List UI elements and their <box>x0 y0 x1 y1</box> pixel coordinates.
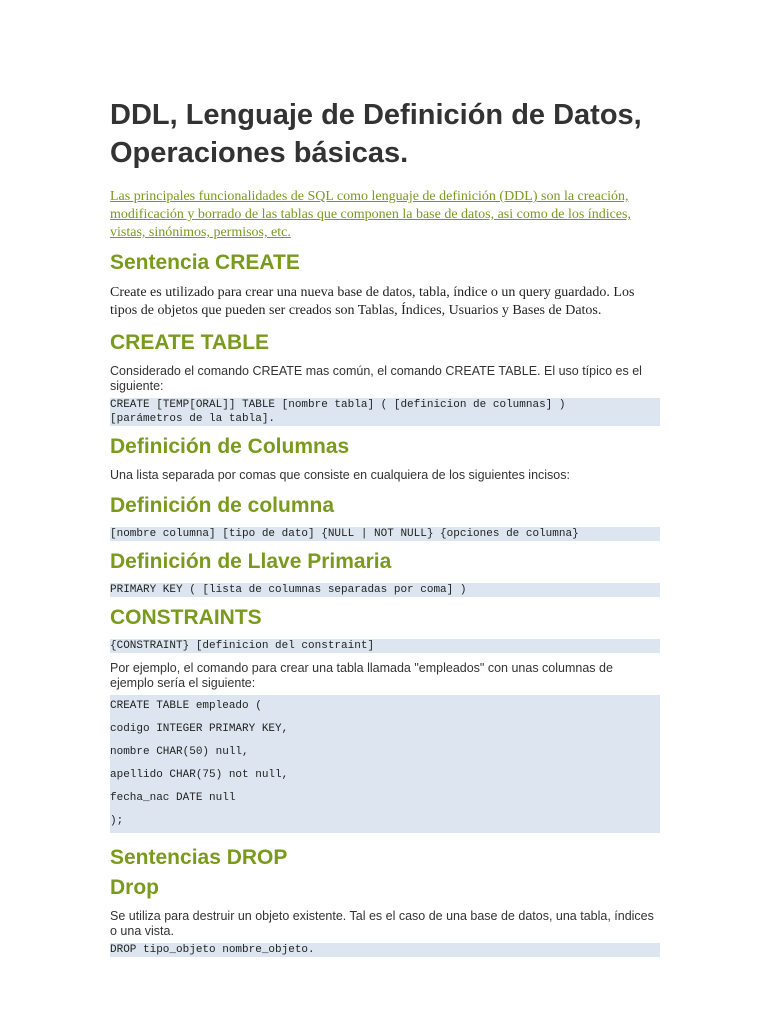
page-title: DDL, Lenguaje de Definición de Datos, Operaciones básicas. <box>110 99 642 169</box>
code-line: CREATE TABLE empleado ( <box>110 700 262 712</box>
columnas-description: Una lista separada por comas que consiste en cualquiera de los siguientes incisos: <box>110 468 570 482</box>
code-line: {CONSTRAINT} [definicion del constraint] <box>110 640 375 652</box>
code-line: CREATE [TEMP[ORAL]] TABLE [nombre tabla] ( [definicion de columnas] ) <box>110 399 566 411</box>
document-page <box>110 96 660 965</box>
code-line: codigo INTEGER PRIMARY KEY, <box>110 723 289 735</box>
code-line: PRIMARY KEY ( [lista de columnas separadas por coma] ) <box>110 584 467 596</box>
create-table-description: Considerado el comando CREATE mas común, el comando CREATE TABLE. El uso típico es el siguiente: <box>110 364 642 393</box>
heading-drop: Drop <box>110 876 159 899</box>
heading-sentencia-create: Sentencia CREATE <box>110 251 300 274</box>
create-description: Create es utilizado para crear una nueva base de datos, tabla, índice o un query guardado. Los tipos de objetos que pueden ser creados son Tablas, Índices, Usuarios y Bases de Datos. <box>110 285 635 318</box>
code-line: [parámetros de la tabla]. <box>110 413 276 425</box>
heading-definicion-columna: Definición de columna <box>110 494 335 517</box>
drop-code <box>110 943 660 957</box>
heading-llave-primaria: Definición de Llave Primaria <box>110 550 392 573</box>
example-description: Por ejemplo, el comando para crear una tabla llamada "empleados" con unas columnas de ejemplo sería el siguiente: <box>110 661 613 690</box>
columna-code <box>110 527 660 541</box>
code-line: apellido CHAR(75) not null, <box>110 769 289 781</box>
code-line: fecha_nac DATE null <box>110 792 236 804</box>
drop-description: Se utiliza para destruir un objeto existente. Tal es el caso de una base de datos, una tabla, índices o una vista. <box>110 909 654 938</box>
code-line: [nombre columna] [tipo de dato] {NULL | NOT NULL} {opciones de columna} <box>110 528 579 540</box>
intro-link[interactable]: Las principales funcionalidades de SQL como lenguaje de definición (DDL) son la creación, modificación y borrado de las tablas que componen la base de datos, asi como de los índices, vistas, sinónimos, permisos, etc. <box>110 189 631 240</box>
code-line: DROP tipo_objeto nombre_objeto. <box>110 944 315 956</box>
primary-key-code <box>110 583 660 597</box>
code-line: nombre CHAR(50) null, <box>110 746 249 758</box>
heading-definicion-columnas: Definición de Columnas <box>110 435 350 458</box>
constraint-code <box>110 639 660 653</box>
code-line: ); <box>110 815 124 827</box>
heading-constraints: CONSTRAINTS <box>110 606 262 629</box>
heading-sentencias-drop: Sentencias DROP <box>110 846 288 869</box>
heading-create-table: CREATE TABLE <box>110 331 270 354</box>
create-table-code <box>110 398 660 426</box>
example-code-block <box>110 695 660 833</box>
